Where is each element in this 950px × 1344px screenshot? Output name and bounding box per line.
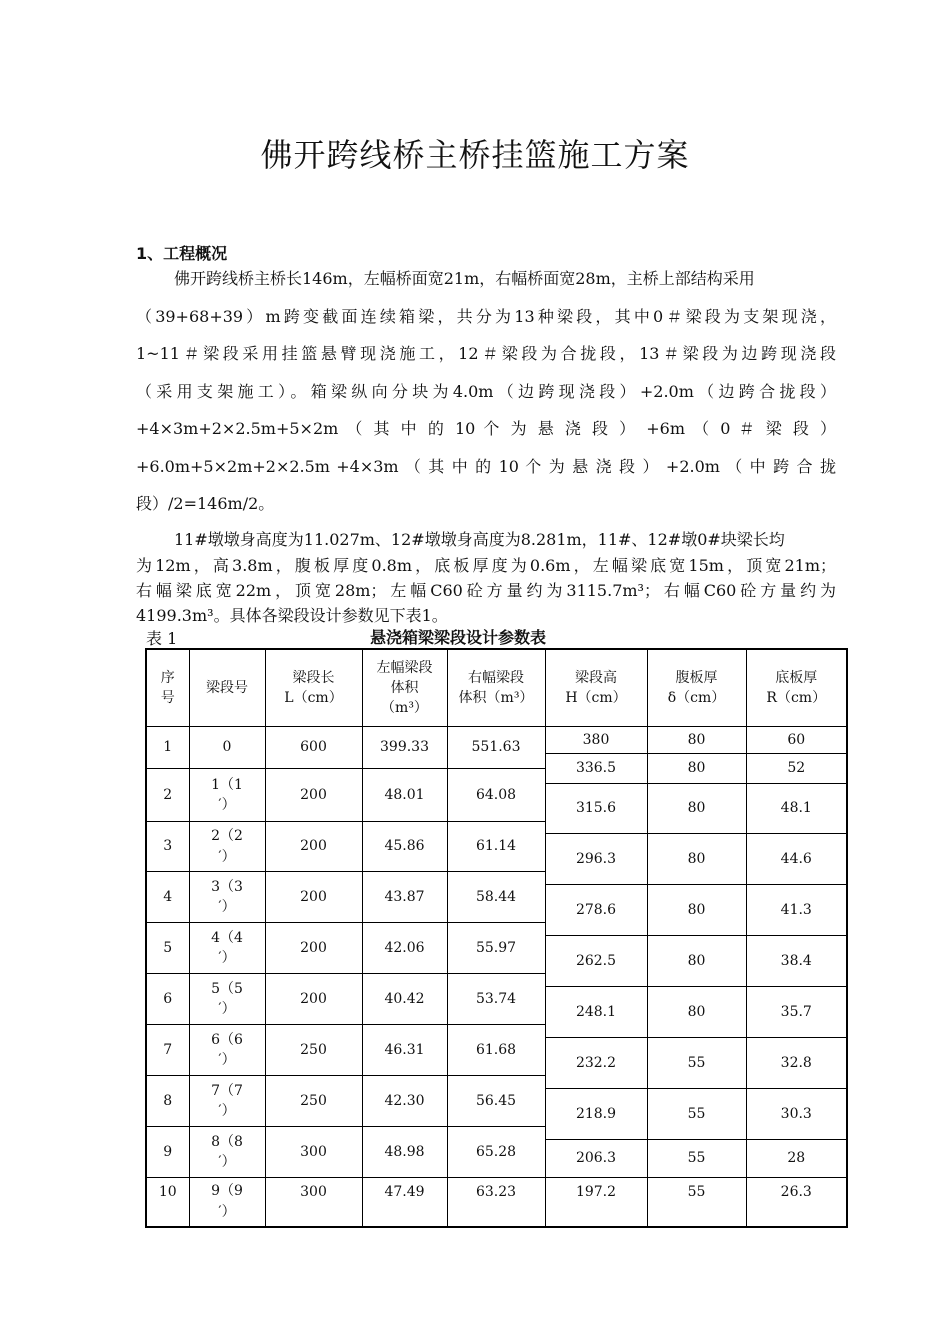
cell-left-volume: 43.87 [362,872,447,923]
cell-segment: 7（7 ′） [189,1076,265,1127]
cell-bottom: 48.1 [746,784,847,834]
paragraph1-line: 佛开跨线桥主桥长146m，左幅桥面宽21m，右幅桥面宽28m，主桥上部结构采用 [174,269,755,288]
cell-seq: 2 [146,769,189,822]
cell-height: 232.2 [545,1038,647,1089]
paragraph1-line: （39+68+39）m跨变截面连续箱梁，共分为13种梁段，其中0＃梁段为支架现浇， [136,307,836,326]
cell-height: 197.2 [545,1178,647,1227]
cell-web: 80 [647,834,746,885]
cell-segment: 4（4 ′） [189,923,265,974]
cell-web: 55 [647,1178,746,1227]
section-heading: 1、工程概况 [136,244,228,263]
cell-length: 250 [265,1025,362,1076]
cell-right-volume: 58.44 [447,872,545,923]
cell-web: 80 [647,936,746,987]
cell-height: 206.3 [545,1140,647,1178]
header-left-volume: 左幅梁段 体积 （m³） [362,649,447,727]
cell-height: 278.6 [545,885,647,936]
cell-height: 262.5 [545,936,647,987]
cell-left-volume: 42.06 [362,923,447,974]
cell-height: 380 [545,727,647,754]
cell-seq: 8 [146,1076,189,1127]
cell-segment: 9（9 ′） [189,1178,265,1227]
cell-bottom: 41.3 [746,885,847,936]
cell-left-volume: 48.01 [362,769,447,822]
cell-left-volume: 47.49 [362,1178,447,1227]
paragraph2-line: 右幅梁底宽22m，顶宽28m；左幅C60砼方量约为3115.7m³；右幅C60砼方量约为 [136,581,836,600]
cell-seq: 6 [146,974,189,1025]
cell-seq: 7 [146,1025,189,1076]
cell-length: 600 [265,727,362,769]
cell-seq: 10 [146,1178,189,1227]
header-height: 梁段高 H（cm） [545,649,647,727]
paragraph1-line: +4×3m+2×2.5m+5×2m （ 其 中 的 10 个 为 悬 浇 段 ） +6m （ 0 ＃ 梁 段 ） [136,419,836,438]
cell-length: 250 [265,1076,362,1127]
cell-segment: 2（2 ′） [189,822,265,872]
cell-bottom: 30.3 [746,1089,847,1140]
paragraph1-line: 1~11＃梁段采用挂篮悬臂现浇施工，12＃梁段为合拢段，13＃梁段为边跨现浇段 [136,344,836,363]
cell-web: 80 [647,987,746,1038]
cell-segment: 0 [189,727,265,769]
table-row [146,1178,847,1227]
cell-length: 200 [265,923,362,974]
cell-segment: 8（8 ′） [189,1127,265,1178]
cell-web: 55 [647,1140,746,1178]
cell-length: 200 [265,872,362,923]
header-web-thickness: 腹板厚 δ（cm） [647,649,746,727]
cell-left-volume: 45.86 [362,822,447,872]
segment-parameter-table [145,648,848,1228]
cell-left-volume: 42.30 [362,1076,447,1127]
paragraph2-line: 为12m，高3.8m，腹板厚度0.8m，底板厚度为0.6m，左幅梁底宽15m，顶宽21m； [136,556,836,575]
cell-seq: 9 [146,1127,189,1178]
table-row [146,727,847,754]
cell-seq: 3 [146,822,189,872]
cell-segment: 6（6 ′） [189,1025,265,1076]
cell-right-volume: 61.68 [447,1025,545,1076]
cell-bottom: 35.7 [746,987,847,1038]
paragraph2-line: 4199.3m³。具体各梁段设计参数见下表1。 [136,606,448,625]
table-title: 悬浇箱梁梁段设计参数表 [370,628,547,647]
cell-segment: 1（1 ′） [189,769,265,822]
cell-height: 336.5 [545,754,647,784]
cell-height: 315.6 [545,784,647,834]
cell-left-volume: 399.33 [362,727,447,769]
table-header-row [146,649,847,727]
header-seq: 序 号 [146,649,189,727]
document-title: 佛开跨线桥主桥挂篮施工方案 [260,136,690,174]
cell-bottom: 38.4 [746,936,847,987]
cell-segment: 5（5 ′） [189,974,265,1025]
cell-right-volume: 64.08 [447,769,545,822]
header-length: 梁段长 L（cm） [265,649,362,727]
cell-web: 55 [647,1089,746,1140]
cell-right-volume: 63.23 [447,1178,545,1227]
cell-height: 248.1 [545,987,647,1038]
cell-right-volume: 61.14 [447,822,545,872]
header-segment: 梁段号 [189,649,265,727]
cell-right-volume: 56.45 [447,1076,545,1127]
paragraph1-line: +6.0m+5×2m+2×2.5m +4×3m （ 其 中 的 10 个 为 悬 浇 段 ） +2.0m （ 中 跨 合 拢 [136,457,836,476]
cell-bottom: 28 [746,1140,847,1178]
cell-bottom: 32.8 [746,1038,847,1089]
header-right-volume: 右幅梁段 体积（m³） [447,649,545,727]
cell-height: 218.9 [545,1089,647,1140]
paragraph2-line: 11#墩墩身高度为11.027m、12#墩墩身高度为8.281m，11#、12#墩0#块梁长均 [174,530,785,549]
cell-length: 200 [265,974,362,1025]
cell-bottom: 52 [746,754,847,784]
table-label: 表 1 [146,629,178,648]
cell-bottom: 60 [746,727,847,754]
cell-length: 300 [265,1127,362,1178]
cell-seq: 4 [146,872,189,923]
cell-web: 80 [647,784,746,834]
cell-height: 296.3 [545,834,647,885]
cell-web: 80 [647,727,746,754]
cell-bottom: 44.6 [746,834,847,885]
cell-seq: 1 [146,727,189,769]
cell-length: 200 [265,769,362,822]
cell-length: 300 [265,1178,362,1227]
cell-web: 80 [647,885,746,936]
cell-right-volume: 53.74 [447,974,545,1025]
header-bottom-thickness: 底板厚 R（cm） [746,649,847,727]
cell-right-volume: 65.28 [447,1127,545,1178]
cell-seq: 5 [146,923,189,974]
cell-segment: 3（3 ′） [189,872,265,923]
cell-web: 80 [647,754,746,784]
cell-length: 200 [265,822,362,872]
cell-left-volume: 40.42 [362,974,447,1025]
cell-right-volume: 55.97 [447,923,545,974]
cell-web: 55 [647,1038,746,1089]
cell-bottom: 26.3 [746,1178,847,1227]
paragraph1-line: 段）/2=146m/2。 [136,494,275,513]
cell-right-volume: 551.63 [447,727,545,769]
cell-left-volume: 46.31 [362,1025,447,1076]
paragraph1-line: （采用支架施工）。箱梁纵向分块为4.0m（边跨现浇段）+2.0m（边跨合拢段） [136,382,836,401]
cell-left-volume: 48.98 [362,1127,447,1178]
